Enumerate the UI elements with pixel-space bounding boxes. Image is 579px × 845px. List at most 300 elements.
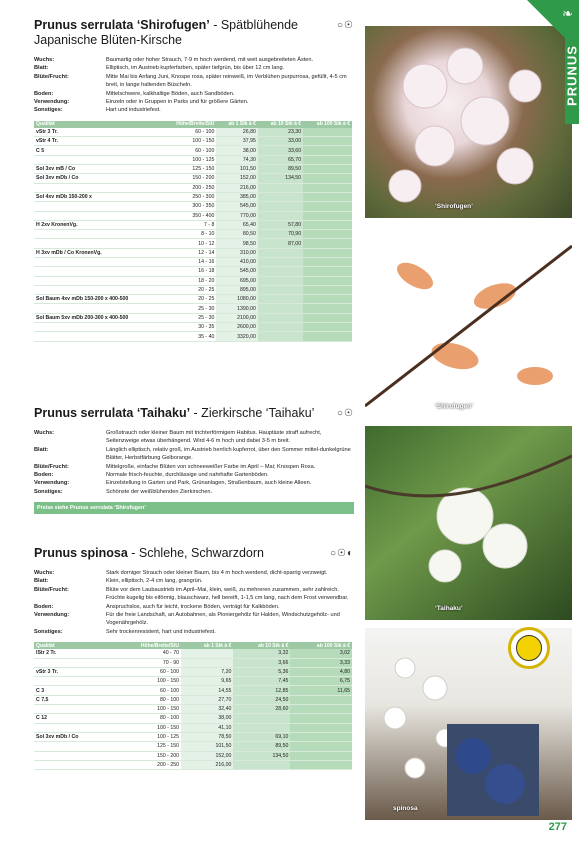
table-cell: 410,00 (216, 258, 258, 267)
section-taihaku (34, 406, 354, 514)
table-cell (181, 649, 233, 658)
table-row (34, 649, 352, 658)
description-row (34, 628, 354, 636)
table-cell (258, 183, 303, 192)
table-cell: 32,40 (181, 705, 233, 714)
table-cell (290, 751, 352, 760)
table-row (34, 723, 352, 732)
table-cell (303, 276, 352, 285)
table-cell: 3,66 (233, 658, 290, 667)
table-cell (34, 751, 111, 760)
table-cell (233, 760, 290, 769)
taihaku-blossom-illustration (365, 426, 572, 620)
table-cell (303, 128, 352, 137)
description-row (34, 98, 354, 106)
table-cell: Sol 3xv mDb / Co (34, 732, 111, 741)
light-symbols: ○☉◐ (329, 548, 354, 559)
description-value: Blüte vor dem Laubaustrieb im April–Mai, klein, weiß, zu mehreren zusammen, sehr zahlreich. Früchte kugelig bis eiförmig, blauschwarz, hell bereift, 1-1,5 cm lang, nach dem Frost verwendbar. (106, 586, 349, 602)
description-row (34, 577, 354, 585)
description-value: Hart und industriefest. (106, 107, 161, 114)
table-cell: H 3xv mDb / Co KronenVg. (34, 248, 161, 257)
description-row (34, 488, 354, 496)
table-row (34, 285, 352, 294)
table-cell (303, 211, 352, 220)
table-row (34, 714, 352, 723)
photo-shirofugen-autumn (365, 226, 572, 418)
description-row (34, 611, 354, 628)
table-row (34, 230, 352, 239)
leaf-icon: ❧ (562, 6, 573, 21)
table-cell: 2600,00 (216, 323, 258, 332)
table-cell: 300 - 350 (161, 202, 216, 211)
table-cell: 16 - 18 (161, 267, 216, 276)
section-title (34, 406, 354, 421)
autumn-leaves-illustration (365, 226, 572, 418)
description-value: Mitte Mai bis Anfang Juni, Knospe rosa, später reinweiß, im Verblühen purpurrosa, gefüllt, 4-5 cm breit, in lange haltenden Büscheln. (106, 73, 347, 89)
table-cell (290, 742, 352, 751)
description-key: Verwendung: (34, 612, 70, 619)
table-cell: C 5 (34, 146, 161, 155)
table-cell: 33,00 (258, 137, 303, 146)
table-cell: 25 - 30 (161, 304, 216, 313)
table-cell (34, 155, 161, 164)
table-row (34, 174, 352, 183)
table-row (34, 667, 352, 676)
table-cell (303, 285, 352, 294)
description-value: Für die freie Landschaft, an Autobahnen, als Pioniergehölz für Halden, Windschutzgehölz- und Vogenährgehölz. (106, 612, 340, 627)
table-cell (258, 202, 303, 211)
table-cell (258, 323, 303, 332)
description-value: Normale frisch-feuchte, durchlässige und nahrhafte Gartenböden. (106, 472, 269, 479)
table-row (34, 732, 352, 741)
description-row (34, 471, 354, 479)
table-row (34, 146, 352, 155)
description (34, 56, 354, 115)
description-row (34, 586, 354, 603)
table-cell (303, 183, 352, 192)
table-cell: 134,50 (233, 751, 290, 760)
description-value: Anspruchslos, auch für leicht, trockene Böden, verträgt für Kalkböden. (106, 603, 280, 610)
table-cell (303, 146, 352, 155)
table-cell: 78,50 (181, 732, 233, 741)
table-cell: 12,85 (233, 686, 290, 695)
column-header: ab 100 Stk à € (303, 121, 352, 128)
table-cell: 38,00 (181, 714, 233, 723)
table-cell (303, 313, 352, 322)
table-cell (303, 323, 352, 332)
table-cell: 14 - 16 (161, 258, 216, 267)
table-cell: 12 - 14 (161, 248, 216, 257)
table-cell: 70 - 90 (111, 658, 181, 667)
table-cell (34, 323, 161, 332)
table-cell: 125 - 150 (161, 165, 216, 174)
description-key: Boden: (34, 472, 54, 479)
table-cell: 1390,00 (216, 304, 258, 313)
table-cell: 3,02 (290, 649, 352, 658)
table-cell: vStr 3 Tr. (34, 128, 161, 137)
description-value: Stark dorniger Strauch oder kleiner Baum, bis 4 m hoch werdend, dicht-sparrig verzweigt. (106, 570, 328, 576)
description-row (34, 64, 354, 72)
table-cell (181, 658, 233, 667)
photo-shirofugen-blossom (365, 26, 572, 218)
light-symbols: ○☉ (336, 20, 354, 31)
table-cell: Sol 3xv mDb / Co (34, 174, 161, 183)
title-common: - Zierkirsche ‘Taihaku’ (190, 406, 315, 420)
table-row (34, 211, 352, 220)
photo-taihaku (365, 426, 572, 620)
table-cell: 80,50 (216, 230, 258, 239)
table-cell (34, 202, 161, 211)
table-cell: 98,50 (216, 239, 258, 248)
table-cell: Sol 4xv mDb 150-200 x (34, 192, 161, 201)
description-value: Großstrauch oder kleiner Baum mit trichterförmigem Habitus. Hauptäste straff aufrecht, Seitenzweige etwas überhängend. Wird 4-6 m hoch und dabei 3-5 m breit. (106, 430, 322, 445)
table-cell: 24,50 (233, 695, 290, 704)
table-cell (303, 192, 352, 201)
table-cell (34, 723, 111, 732)
table-row (34, 695, 352, 704)
table-row (34, 760, 352, 769)
table-cell: Sol Baum 4xv mDb 150-200 x 400-500 (34, 295, 161, 304)
title-latin: Prunus serrulata ‘Shirofugen’ (34, 18, 210, 32)
table-cell: C 12 (34, 714, 111, 723)
table-cell: 87,00 (258, 239, 303, 248)
description-row (34, 446, 354, 463)
table-cell: 2100,00 (216, 313, 258, 322)
column-header: ab 1 Stk à € (181, 642, 233, 649)
description-row (34, 603, 354, 611)
table-cell: 3,33 (290, 658, 352, 667)
table-row (34, 155, 352, 164)
section-title (34, 18, 354, 48)
table-cell: 69,10 (233, 732, 290, 741)
table-cell (34, 267, 161, 276)
column-header: Qualität (34, 121, 161, 128)
table-cell: 100 - 125 (111, 732, 181, 741)
description-row (34, 463, 354, 471)
table-cell: lStr 2 Tr. (34, 649, 111, 658)
table-header-row (34, 642, 352, 649)
table-cell: 150 - 200 (161, 174, 216, 183)
table-row (34, 323, 352, 332)
table-cell (34, 183, 161, 192)
description (34, 429, 354, 496)
description-value: Einzeln oder in Gruppen in Parks und für größere Gärten. (106, 99, 249, 106)
description-key: Wuchs: (34, 570, 55, 576)
table-cell (34, 276, 161, 285)
table-row (34, 258, 352, 267)
table-cell (34, 760, 111, 769)
blossom-illustration (365, 26, 572, 218)
price-note: Preise siehe Prunus serrulata ‘Shirofugen’ (34, 502, 354, 514)
quality-seal-badge (508, 627, 550, 669)
table-cell: 20 - 25 (161, 295, 216, 304)
table-row (34, 165, 352, 174)
page-number: 277 (548, 821, 567, 833)
description-key: Sonstiges: (34, 628, 63, 635)
table-cell: 3,32 (233, 649, 290, 658)
table-cell (258, 248, 303, 257)
table-cell: 350 - 400 (161, 211, 216, 220)
table-cell: 33,60 (258, 146, 303, 155)
column-header: ab 10 Stk à € (258, 121, 303, 128)
column-header: Höhe/Breite/StU (111, 642, 181, 649)
table-cell: 895,00 (216, 285, 258, 294)
table-cell (303, 220, 352, 229)
price-table (34, 642, 352, 770)
table-row (34, 220, 352, 229)
table-cell: 100 - 150 (111, 723, 181, 732)
table-cell: Sol 3xv mB / Co (34, 165, 161, 174)
description-key: Boden: (34, 603, 54, 610)
description-value: Einzelstellung in Garten und Park, Grünanlagen, Straßenbaum, auch kleine Alleen. (106, 480, 312, 487)
table-cell: 70,90 (258, 230, 303, 239)
section-title (34, 546, 354, 561)
description-row (34, 429, 354, 446)
table-cell (303, 155, 352, 164)
table-cell: 310,00 (216, 248, 258, 257)
table-row (34, 128, 352, 137)
table-cell (34, 332, 161, 341)
table-cell: C 7,5 (34, 695, 111, 704)
title-common: - Spätblühende Japanische Blüten-Kirsche (34, 18, 298, 47)
description-row (34, 569, 354, 577)
table-cell (258, 267, 303, 276)
table-cell: 5,36 (233, 667, 290, 676)
table-row (34, 742, 352, 751)
table-cell: 40 - 70 (111, 649, 181, 658)
table-cell: 65,40 (216, 220, 258, 229)
table-cell: 100 - 150 (161, 137, 216, 146)
table-cell (303, 137, 352, 146)
description-key: Verwendung: (34, 99, 70, 106)
table-cell (34, 677, 111, 686)
table-cell (34, 304, 161, 313)
table-cell: 695,00 (216, 276, 258, 285)
table-cell: 6,75 (290, 677, 352, 686)
description-key: Blüte/Frucht: (34, 73, 69, 80)
table-cell (258, 285, 303, 294)
table-cell: 41,10 (181, 723, 233, 732)
table-cell: 25 - 30 (161, 313, 216, 322)
description-key: Sonstiges: (34, 107, 63, 114)
table-cell (233, 723, 290, 732)
table-cell (303, 174, 352, 183)
table-cell (303, 258, 352, 267)
table-cell: 10 - 12 (161, 239, 216, 248)
table-cell: 18 - 20 (161, 276, 216, 285)
table-row (34, 295, 352, 304)
table-cell: 9,65 (181, 677, 233, 686)
table-cell: 74,30 (216, 155, 258, 164)
table-cell (303, 165, 352, 174)
table-cell (290, 723, 352, 732)
table-cell: 65,70 (258, 155, 303, 164)
description-value: Klein, elliptisch, 2-4 cm lang, grangrün. (106, 578, 203, 585)
table-cell: 80 - 100 (111, 714, 181, 723)
table-cell: 101,50 (181, 742, 233, 751)
table-cell: vStr 4 Tr. (34, 137, 161, 146)
table-header-row (34, 121, 352, 128)
description-key: Boden: (34, 90, 54, 97)
table-cell (290, 705, 352, 714)
section-shirofugen (34, 18, 354, 342)
table-cell: 7 - 8 (161, 220, 216, 229)
table-cell (258, 258, 303, 267)
description-key: Verwendung: (34, 480, 70, 487)
table-cell: 100 - 150 (111, 677, 181, 686)
table-cell (290, 714, 352, 723)
table-cell: 11,65 (290, 686, 352, 695)
description-value: Länglich elliptisch, relativ groß, im Austrieb herrlich kupferrot, über den Sommer mittel-dunkelgrüne Blätter, Herbstfärbung Gelborange. (106, 446, 351, 462)
table-cell (34, 211, 161, 220)
description-key: Blüte/Frucht: (34, 463, 69, 470)
description-row (34, 479, 354, 487)
table-cell (34, 742, 111, 751)
table-cell (34, 258, 161, 267)
table-cell (34, 658, 111, 667)
table-cell: 23,30 (258, 128, 303, 137)
description-value: Mittelgroße, einfache Blüten von schneeweißer Farbe im April – Mai; Knospen Rosa. (106, 463, 316, 470)
table-cell (258, 304, 303, 313)
table-cell: 30 - 35 (161, 323, 216, 332)
table-cell (258, 276, 303, 285)
table-row (34, 267, 352, 276)
table-cell (233, 714, 290, 723)
side-tab-label: PRUNUS (564, 45, 579, 106)
table-row (34, 677, 352, 686)
light-symbols: ○☉ (336, 408, 354, 419)
table-cell (303, 267, 352, 276)
photo-caption: ‘Shirofugen’ (435, 403, 473, 410)
table-cell: 28,60 (233, 705, 290, 714)
table-row (34, 304, 352, 313)
table-cell: 134,50 (258, 174, 303, 183)
column-header: ab 100 Stk à € (290, 642, 352, 649)
table-row (34, 239, 352, 248)
table-cell (258, 192, 303, 201)
table-row (34, 192, 352, 201)
table-row (34, 276, 352, 285)
description-row (34, 106, 354, 114)
description-row (34, 56, 354, 64)
price-table (34, 121, 352, 342)
table-cell (34, 285, 161, 294)
table-cell: 152,00 (181, 751, 233, 760)
table-cell: 35 - 40 (161, 332, 216, 341)
table-cell: 8 - 10 (161, 230, 216, 239)
table-row (34, 332, 352, 341)
table-row (34, 248, 352, 257)
table-cell (303, 304, 352, 313)
table-cell: 57,80 (258, 220, 303, 229)
title-latin: Prunus spinosa (34, 546, 128, 560)
column-header: ab 1 Stk à € (216, 121, 258, 128)
table-cell (303, 230, 352, 239)
description-value: Mittelschwere, kalkhaltige Böden, auch Sandböden. (106, 90, 235, 97)
table-cell: 216,00 (216, 183, 258, 192)
description-key: Blatt: (34, 578, 49, 585)
title-common: - Schlehe, Schwarzdorn (127, 546, 264, 560)
table-cell (290, 732, 352, 741)
table-cell: 89,50 (233, 742, 290, 751)
table-cell (303, 202, 352, 211)
description-key: Blatt: (34, 446, 49, 453)
table-row (34, 202, 352, 211)
description-row (34, 90, 354, 98)
column-header: Qualität (34, 642, 111, 649)
description-key: Blatt: (34, 65, 49, 72)
column-header: Höhe/Breite/StU (161, 121, 216, 128)
table-cell (303, 248, 352, 257)
table-row (34, 751, 352, 760)
table-cell: 770,00 (216, 211, 258, 220)
table-cell: 200 - 250 (111, 760, 181, 769)
table-cell (290, 760, 352, 769)
table-cell: 7,45 (233, 677, 290, 686)
table-cell: 545,00 (216, 202, 258, 211)
table-cell: 26,80 (216, 128, 258, 137)
description-row (34, 73, 354, 90)
table-cell: H 2xv KronenVg. (34, 220, 161, 229)
table-cell: 125 - 150 (111, 742, 181, 751)
photo-caption: ‘Taihaku’ (435, 605, 463, 612)
table-cell: 37,95 (216, 137, 258, 146)
table-row (34, 137, 352, 146)
description-key: Wuchs: (34, 430, 55, 436)
table-cell: 38,00 (216, 146, 258, 155)
table-row (34, 686, 352, 695)
section-spinosa (34, 546, 354, 770)
description-value: Baumartig oder hoher Strauch, 7-9 m hoch werdend, mit weit ausgebreiteten Ästen. (106, 57, 314, 63)
table-row (34, 183, 352, 192)
table-cell: C 3 (34, 686, 111, 695)
description-value: Elliptisch, im Austrieb kupferfarben, später tiefgrün, bis über 12 cm lang. (106, 65, 285, 72)
description-key: Sonstiges: (34, 488, 63, 495)
table-cell: 200 - 250 (161, 183, 216, 192)
table-cell: 7,20 (181, 667, 233, 676)
table-cell: 150 - 200 (111, 751, 181, 760)
table-cell (258, 313, 303, 322)
table-cell (303, 295, 352, 304)
seal-icon (516, 635, 542, 661)
description-key: Blüte/Frucht: (34, 586, 69, 593)
description-value: Schönste der weißblühenden Zierkirschen. (106, 488, 213, 495)
table-row (34, 705, 352, 714)
table-cell: 1080,00 (216, 295, 258, 304)
table-cell: 20 - 25 (161, 285, 216, 294)
table-cell: 385,00 (216, 192, 258, 201)
table-cell (34, 239, 161, 248)
table-cell: vStr 3 Tr. (34, 667, 111, 676)
photo-caption: ‘Shirofugen’ (435, 203, 473, 210)
table-cell (34, 230, 161, 239)
table-cell (303, 239, 352, 248)
title-latin: Prunus serrulata ‘Taihaku’ (34, 406, 191, 420)
column-header: ab 10 Stk à € (233, 642, 290, 649)
table-cell: 545,00 (216, 267, 258, 276)
table-cell: 4,80 (290, 667, 352, 676)
table-cell: 100 - 150 (111, 705, 181, 714)
table-cell: 89,50 (258, 165, 303, 174)
table-cell (258, 295, 303, 304)
table-cell: 152,00 (216, 174, 258, 183)
table-cell: 3320,00 (216, 332, 258, 341)
table-cell (258, 211, 303, 220)
table-cell: 101,50 (216, 165, 258, 174)
table-cell: 250 - 300 (161, 192, 216, 201)
table-cell: 60 - 100 (161, 128, 216, 137)
table-cell: 100 - 125 (161, 155, 216, 164)
